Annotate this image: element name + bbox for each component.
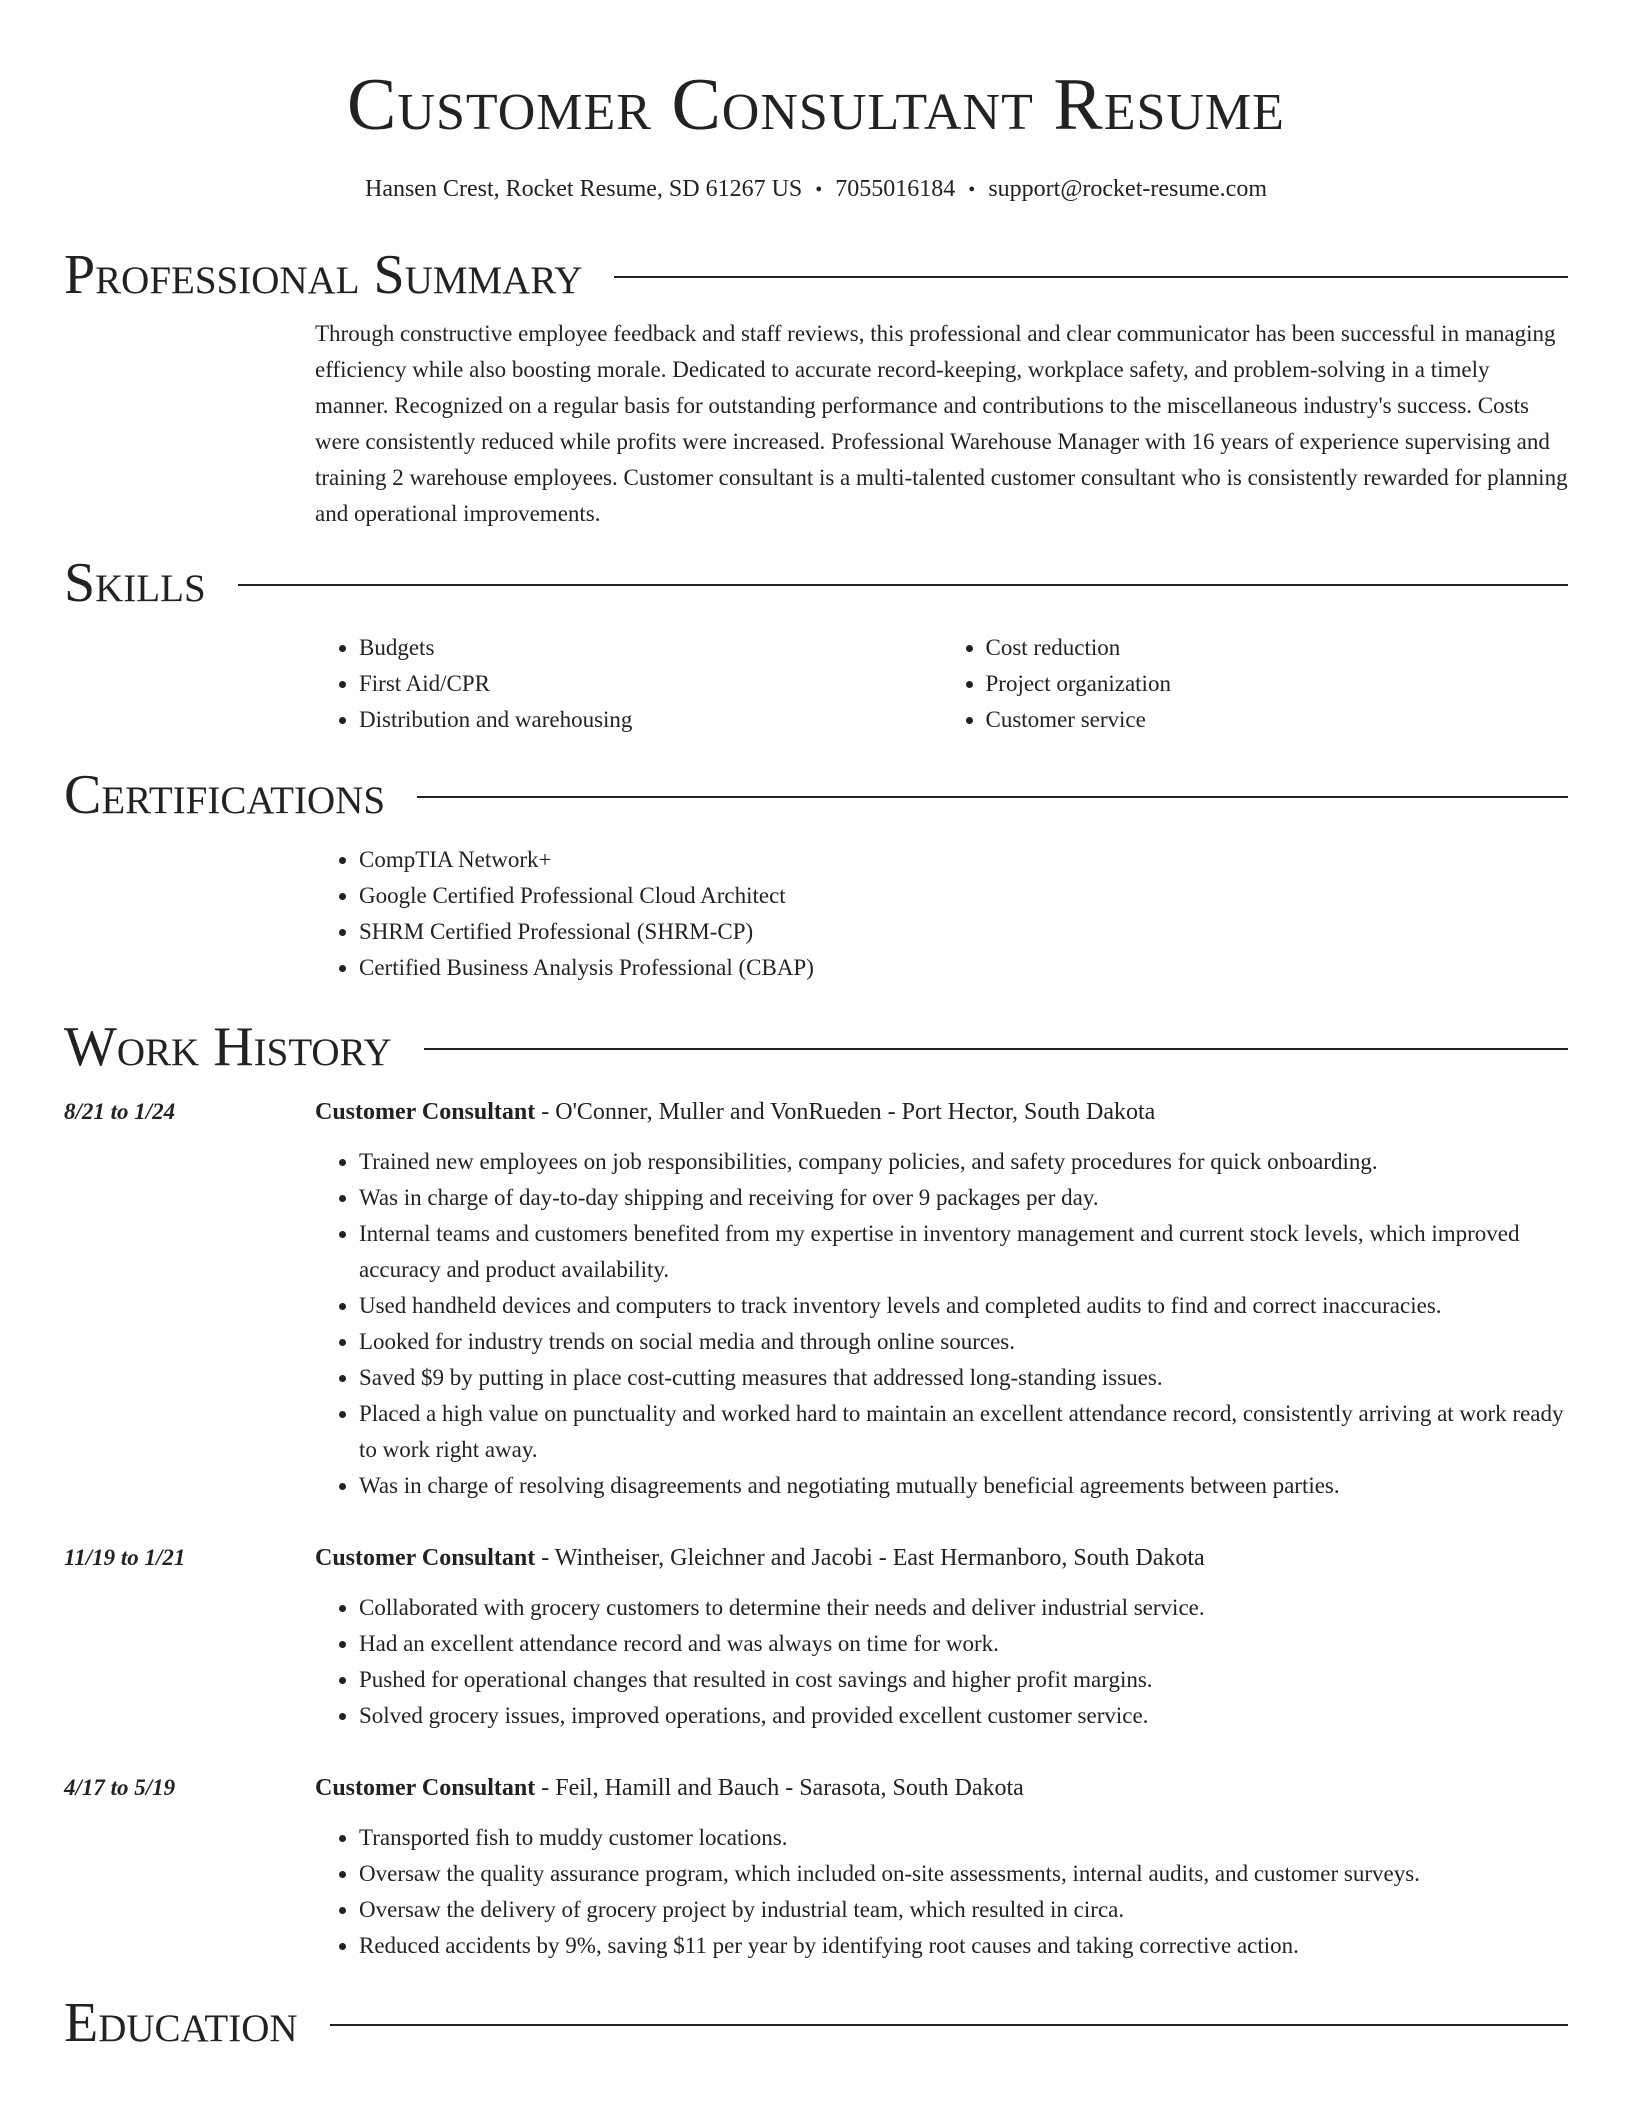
job-title-line bbox=[315, 1094, 1568, 1130]
contact-line bbox=[64, 172, 1568, 207]
section-header-skills bbox=[64, 548, 1568, 618]
job-bullet: • Was in charge of resolving disagreements and negotiating mutually beneficial agreements between parties. bbox=[359, 1468, 1568, 1504]
job-dates: 4/17 to 5/19 bbox=[64, 1775, 176, 1800]
job-bullet: • Internal teams and customers benefited from my expertise in inventory management and current stock levels, which improved accuracy and product availability. bbox=[359, 1216, 1568, 1288]
job-title-line bbox=[315, 1540, 1568, 1576]
job-dates: 11/19 to 1/21 bbox=[64, 1545, 186, 1570]
certification-item: • Certified Business Analysis Professional (CBAP) bbox=[359, 950, 1568, 986]
job-bullet: • Looked for industry trends on social media and through online sources. bbox=[359, 1324, 1568, 1360]
job-title: Customer Consultant bbox=[315, 1099, 536, 1125]
section-header-summary bbox=[64, 240, 1568, 310]
job-bullet: • Trained new employees on job responsibilities, company policies, and safety procedures for quick onboarding. bbox=[359, 1144, 1568, 1180]
summary-text: Through constructive employee feedback and staff reviews, this professional and clear communicator has been successful in managing efficiency while also boosting morale. Dedicated to accurate record-keeping, workplace safety, and problem-solving in a timely manner. Recognized on a regular basis for outstanding performance and contributions to the miscellaneous industry's success. Costs were consistently reduced while profits were increased. Professional Warehouse Manager with 16 years of experience supervising and training 2 warehouse employees. Customer consultant is a multi-talented customer consultant who is consistently rewarded for planning and operational improvements. bbox=[315, 321, 1568, 526]
job-bullets bbox=[315, 1590, 1568, 1734]
job-bullet: • Was in charge of day-to-day shipping and receiving for over 9 packages per day. bbox=[359, 1180, 1568, 1216]
job-bullet: • Oversaw the delivery of grocery project by industrial team, which resulted in circa. bbox=[359, 1892, 1568, 1928]
section-title-certifications: Certifications bbox=[64, 764, 386, 826]
skill-item: • First Aid/CPR bbox=[359, 666, 942, 702]
resume-title: Customer Consultant Resume bbox=[347, 64, 1285, 146]
job-company: - Wintheiser, Gleichner and Jacobi - East Hermanboro, South Dakota bbox=[535, 1545, 1205, 1571]
job-bullet: • Saved $9 by putting in place cost-cutting measures that addressed long-standing issues. bbox=[359, 1360, 1568, 1396]
skills-grid bbox=[315, 630, 1568, 738]
job-bullet: • Placed a high value on punctuality and worked hard to maintain an excellent attendance record, consistently arriving at work ready to work right away. bbox=[359, 1396, 1568, 1468]
section-title-work-history: Work History bbox=[64, 1016, 392, 1078]
job-bullet: • Transported fish to muddy customer locations. bbox=[359, 1820, 1568, 1856]
certification-item: • CompTIA Network+ bbox=[359, 842, 1568, 878]
section-title-education: Education bbox=[64, 1992, 298, 2054]
section-rule bbox=[424, 1048, 1568, 1050]
contact-separator: • bbox=[815, 179, 823, 201]
job-bullets bbox=[315, 1144, 1568, 1504]
skill-item: • Customer service bbox=[986, 702, 1569, 738]
skills-list-left bbox=[315, 630, 942, 738]
skill-item: • Distribution and warehousing bbox=[359, 702, 942, 738]
section-rule bbox=[330, 2024, 1568, 2026]
job-bullet: • Pushed for operational changes that resulted in cost savings and higher profit margins. bbox=[359, 1662, 1568, 1698]
job-title-line bbox=[315, 1770, 1568, 1806]
skills-list-right bbox=[942, 630, 1569, 738]
section-header-certifications bbox=[64, 760, 1568, 830]
section-rule bbox=[417, 796, 1568, 798]
contact-email: support@rocket-resume.com bbox=[988, 176, 1267, 202]
job-bullet: • Collaborated with grocery customers to determine their needs and deliver industrial service. bbox=[359, 1590, 1568, 1626]
job-dates: 8/21 to 1/24 bbox=[64, 1099, 176, 1124]
job-body bbox=[315, 1770, 1568, 1964]
job-bullet: • Had an excellent attendance record and was always on time for work. bbox=[359, 1626, 1568, 1662]
job-entry bbox=[64, 1094, 1568, 1504]
section-title-skills: Skills bbox=[64, 552, 206, 614]
summary-block bbox=[315, 316, 1568, 532]
contact-separator: • bbox=[968, 179, 976, 201]
job-bullet: • Solved grocery issues, improved operations, and provided excellent customer service. bbox=[359, 1698, 1568, 1734]
certification-item: • SHRM Certified Professional (SHRM-CP) bbox=[359, 914, 1568, 950]
skill-item: • Project organization bbox=[986, 666, 1569, 702]
job-bullet: • Oversaw the quality assurance program, which included on-site assessments, internal audits, and customer surveys. bbox=[359, 1856, 1568, 1892]
job-entry bbox=[64, 1770, 1568, 1964]
job-body bbox=[315, 1094, 1568, 1504]
certifications-block bbox=[315, 842, 1568, 986]
section-header-education bbox=[64, 1988, 1568, 2058]
skill-item: • Budgets bbox=[359, 630, 942, 666]
section-header-work-history bbox=[64, 1012, 1568, 1082]
contact-phone: 7055016184 bbox=[835, 176, 956, 202]
certifications-list bbox=[315, 842, 1568, 986]
job-title: Customer Consultant bbox=[315, 1545, 536, 1571]
job-title: Customer Consultant bbox=[315, 1775, 536, 1801]
certification-item: • Google Certified Professional Cloud Architect bbox=[359, 878, 1568, 914]
job-body bbox=[315, 1540, 1568, 1734]
skill-item: • Cost reduction bbox=[986, 630, 1569, 666]
job-bullet: • Used handheld devices and computers to track inventory levels and completed audits to find and correct inaccuracies. bbox=[359, 1288, 1568, 1324]
section-rule bbox=[238, 584, 1568, 586]
job-company: - Feil, Hamill and Bauch - Sarasota, South Dakota bbox=[535, 1775, 1024, 1801]
contact-address: Hansen Crest, Rocket Resume, SD 61267 US bbox=[364, 176, 803, 202]
job-entry bbox=[64, 1540, 1568, 1734]
job-bullet: • Reduced accidents by 9%, saving $11 per year by identifying root causes and taking corrective action. bbox=[359, 1928, 1568, 1964]
job-bullets bbox=[315, 1820, 1568, 1964]
section-rule bbox=[614, 276, 1568, 278]
job-company: - O'Conner, Muller and VonRueden - Port Hector, South Dakota bbox=[535, 1099, 1156, 1125]
section-title-summary: Professional Summary bbox=[64, 244, 583, 306]
